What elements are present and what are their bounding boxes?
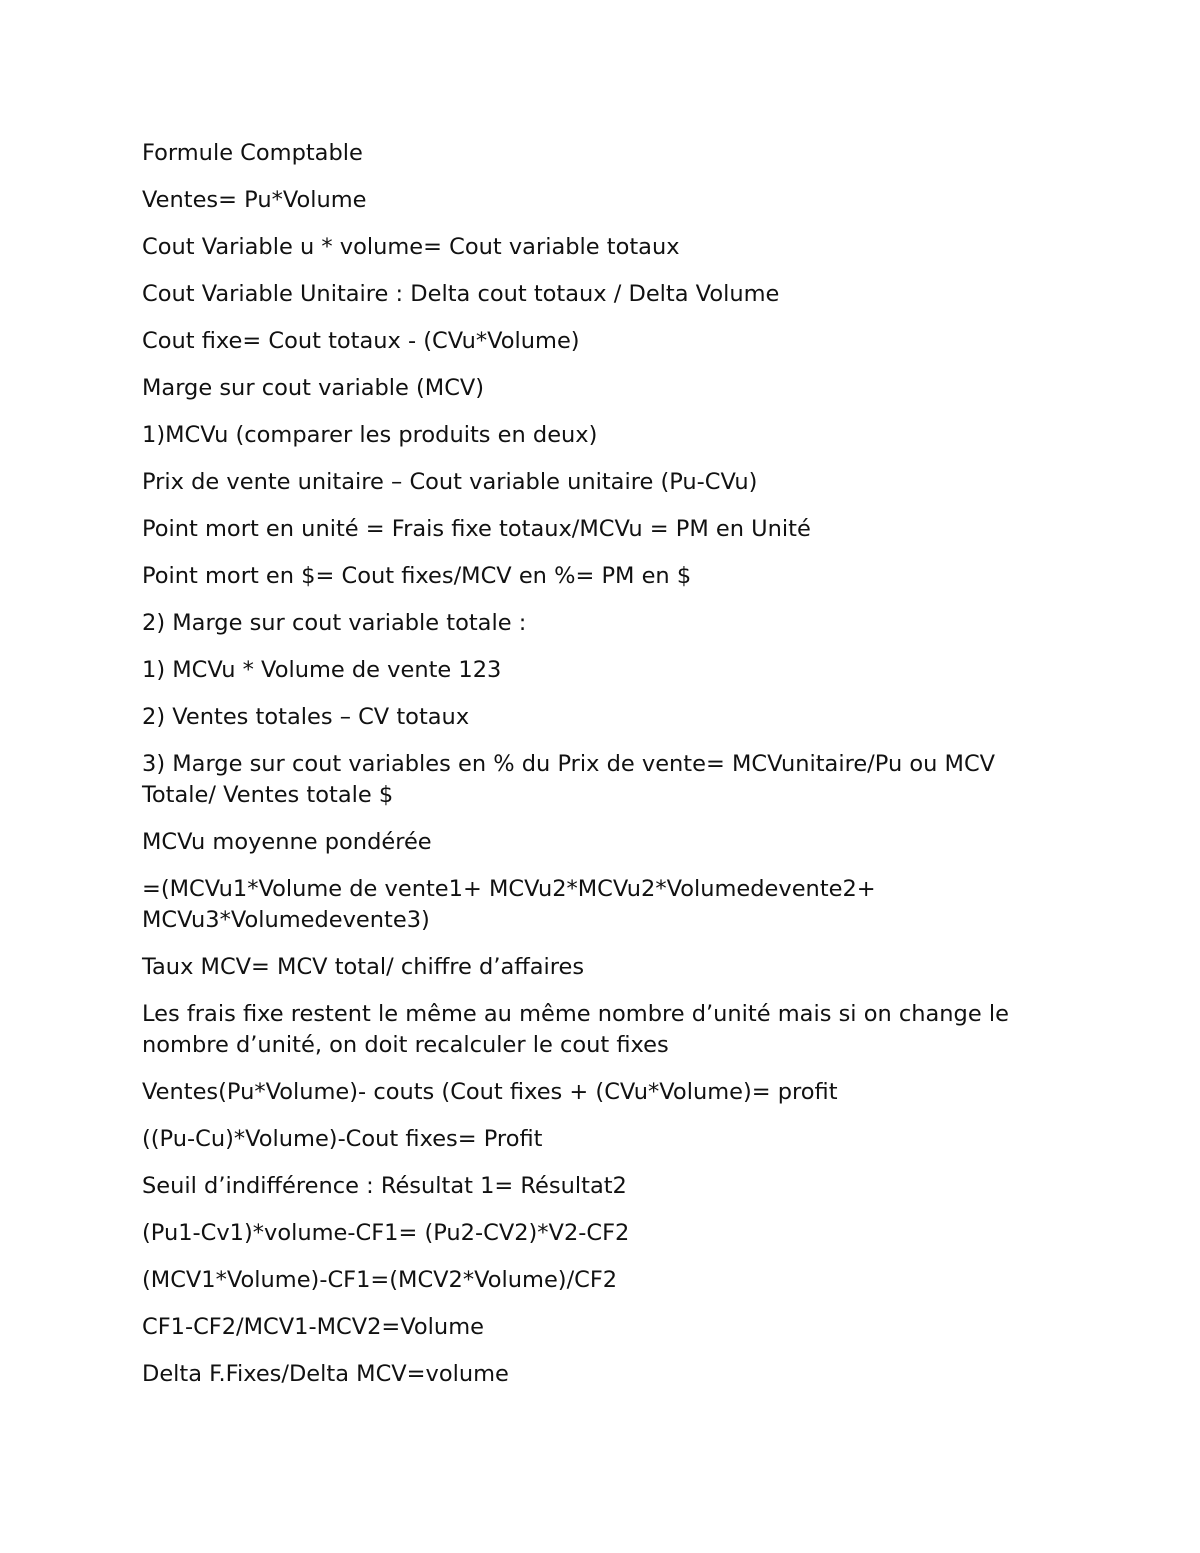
formula-line: Taux MCV= MCV total/ chiffre d’affaires: [142, 954, 585, 980]
formula-line: (MCV1*Volume)-CF1=(MCV2*Volume)/CF2: [142, 1267, 618, 1293]
formula-line: Cout Variable Unitaire : Delta cout totaux / Delta Volume: [142, 281, 780, 307]
formula-line: CF1-CF2/MCV1-MCV2=Volume: [142, 1314, 484, 1340]
formula-line: Ventes(Pu*Volume)- couts (Cout fixes + (CVu*Volume)= profit: [142, 1079, 838, 1105]
section-heading: Marge sur cout variable (MCV): [142, 375, 485, 401]
formula-line: ((Pu-Cu)*Volume)-Cout fixes= Profit: [142, 1126, 543, 1152]
note-paragraph: Les frais fixe restent le même au même nombre d’unité mais si on change le nombre d’unité, on doit recalculer le cout fixes: [142, 1001, 1009, 1058]
formula-line: Prix de vente unitaire – Cout variable unitaire (Pu-CVu): [142, 469, 758, 495]
formula-line: 1)MCVu (comparer les produits en deux): [142, 422, 598, 448]
formula-line: Cout fixe= Cout totaux - (CVu*Volume): [142, 328, 580, 354]
formula-line: Delta F.Fixes/Delta MCV=volume: [142, 1361, 509, 1387]
document-title: Formule Comptable: [142, 140, 363, 166]
formula-line: (Pu1-Cv1)*volume-CF1= (Pu2-CV2)*V2-CF2: [142, 1220, 630, 1246]
formula-line: 2) Ventes totales – CV totaux: [142, 704, 470, 730]
section-heading: MCVu moyenne pondérée: [142, 829, 432, 855]
formula-line: Point mort en unité = Frais fixe totaux/MCVu = PM en Unité: [142, 516, 811, 542]
section-heading: Seuil d’indifférence : Résultat 1= Résultat2: [142, 1173, 627, 1199]
formula-line: 3) Marge sur cout variables en % du Prix de vente= MCVunitaire/Pu ou MCV Totale/ Ventes totale $: [142, 751, 996, 808]
formula-line: Ventes= Pu*Volume: [142, 187, 367, 213]
formula-line: =(MCVu1*Volume de vente1+ MCVu2*MCVu2*Volumedevente2+ MCVu3*Volumedevente3): [142, 876, 876, 933]
section-heading: 2) Marge sur cout variable totale :: [142, 610, 527, 636]
formula-line: 1) MCVu * Volume de vente 123: [142, 657, 502, 683]
formula-line: Cout Variable u * volume= Cout variable totaux: [142, 234, 680, 260]
document-body: [142, 138, 1062, 1406]
formula-line: Point mort en $= Cout fixes/MCV en %= PM en $: [142, 563, 692, 589]
